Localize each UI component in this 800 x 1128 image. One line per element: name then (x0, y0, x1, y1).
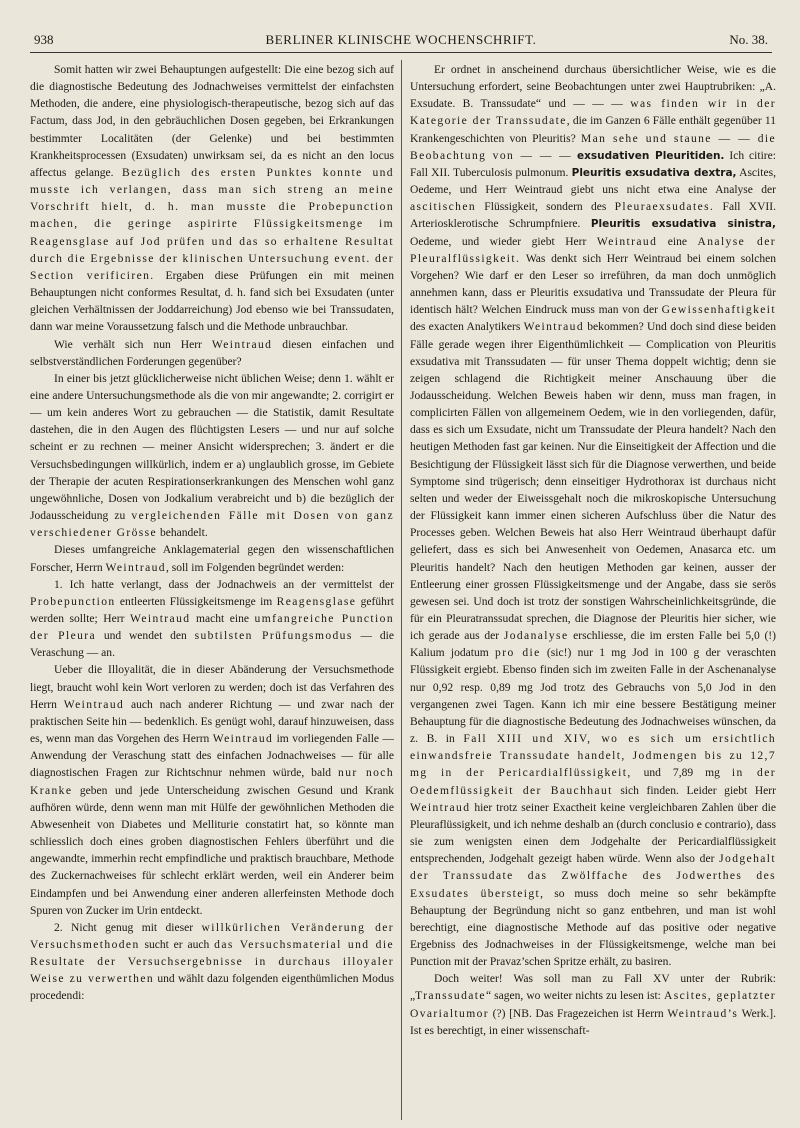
text-run: Wie verhält sich nun Herr (54, 338, 212, 351)
text-run: subtilsten Prüfungsmodus (194, 630, 353, 643)
text-run: Doch weiter! Was soll man zu Fall XV unter der Rubrik: „ (410, 973, 776, 1003)
text-run: Pleuritis exsudativa dextra, (571, 166, 737, 179)
text-run: geben und jede Unterscheidung zwischen Gesund und Krank aufhören würde, denn wenn man mit Hülfe der gewöhnlichen Methoden die Abwesenheit von Diabetes und Melliturie constatirt hat, so könnte man schliesslich doch eines groben diagnostischen Fehlers überführt und die angewandte, immerhin recht empfindliche und praktisch brauchbare, Methode des Zuckernachweises für schlecht erklärt werden, weil ein Anderer beim Eindampfen und bei Anwendung einer anderen allerfeinsten Methode doch Spuren von Zucker im Urin entdeckt. (30, 784, 394, 917)
text-run: und 7,89 mg (631, 767, 732, 780)
text-run: “ sagen, wo weiter nichts zu lesen ist: (485, 990, 664, 1003)
text-run: Weintraud (596, 235, 658, 248)
running-header (30, 30, 772, 53)
text-run: so muss doch meine so sehr bekämpfte Behauptung der Begründung nicht so ganz entbehren, und man ist wohl berechtigt, eine diagnostische Methode auf das positive oder negative Ergebniss des Jodnachweises in der Flüssigkeitsmenge, welche man bei Punction mit der Pravaz’schen Spritze erhält, zu basiren. (410, 887, 776, 969)
paragraph (30, 920, 394, 1006)
text-run: Man sehe und staune — — die Beobachtung von — — — (410, 132, 776, 162)
text-run: Analyse der Pleuralflüssigkeit. (410, 235, 776, 265)
text-run: Oedeme, und wieder giebt Herr (410, 235, 597, 248)
text-run: Weintraud (523, 321, 585, 334)
text-run: diesen einfachen und selbstverständlichen Forderungen gegenüber? (30, 338, 394, 368)
text-run: Weintraud (212, 733, 274, 746)
text-run: Dieses umfangreiche Anklagematerial gegen den wissenschaftlichen Forscher, Herrn (30, 544, 394, 574)
text-run: Ascites, Oedeme, und Herr Weintraud giebt uns nicht etwa eine Analyse der (410, 166, 776, 197)
text-run: Probepunction (30, 595, 116, 608)
text-run: vergleichenden Fälle mit Dosen von ganz verschiedener Grösse (30, 510, 394, 540)
text-run: Pleuritis exsudativa sinistra, (590, 218, 776, 231)
text-run: Weintraud (63, 698, 125, 711)
paragraph (30, 62, 394, 337)
text-run: Weintraud (410, 801, 471, 814)
text-run: (sic!) nur 1 mg Jod in 100 g der veraschten Flüssigkeit ergiebt. Ebenso finden sich im zweiten Falle in der Aschenanalyse nur 0,92 resp. 0,89 mg Jod trotz des Gebrauchs von 5,0 Jod in den vergangenen zwei Tagen. Kann ich mir eine bessere Bestätigung meiner Behauptung für die diagnostische Bedeutung des Jodnachweises wünschen, da z. B. in (410, 647, 776, 746)
text-run: sucht er auch (139, 938, 215, 951)
text-run: Weintraud (105, 561, 166, 574)
paragraph (30, 577, 394, 663)
text-run: das Versuchsmaterial und die Resultate der Versuchsergebnisse in durchaus illoyaler Weise zu verwerthen (30, 938, 394, 986)
text-run: auch nach anderer Richtung — und zwar nach der praktischen Seite hin — bedenklich. Es genügt wohl, darauf hinzuweisen, dass es, wenn man das Vorgehen des Herrn (30, 698, 394, 746)
text-run: Somit hatten wir zwei Behauptungen aufgestellt: Die eine bezog sich auf die diagnostische Bedeutung des Jodnachweises vermittelst der einfachsten Methoden, die andere, eine physiologisch-therapeutische, bezog sich auf das Factum, dass Jod, in den gebräuchlichen Dosen gegeben, bei Erkrankungen bestimmter Localitäten (der Gelenke) und bei bestimmten Krankheitsprocessen (Exsudaten) unwirksam sei, da es nicht an den locus affectus gelange. (30, 64, 394, 179)
text-run: Werk.]. Ist es berechtigt, in einer wissenschaft- (410, 1007, 776, 1037)
text-run: — die Veraschung — an. (30, 630, 394, 660)
text-run: Weintraud’s (667, 1007, 739, 1020)
text-run: Reagensglase (276, 595, 357, 608)
text-run: Ergaben diese Prüfungen ein mit meinen Behauptungen nicht conformes Resultat, d. h. fand sich bei Exsudaten (unter gleichen Verhältnissen der Joddarreichung) Jod ebenso wie bei Transsudaten, dann war meine Voraussetzung falsch und die Methode unbrauchbar. (30, 269, 394, 334)
text-run: entleerten Flüssigkeitsmenge im (115, 595, 277, 608)
text-run: Ascites, geplatzter Ovarialtumor (410, 990, 776, 1020)
text-run: 2. Nicht genug mit dieser (54, 921, 202, 934)
text-run: bekommen? Und doch sind diese beiden Fälle gerade wegen ihrer Eigenthümlichkeit — Complication von Pleuritis exsudativa mit Transsudaten — für unser Thema doppelt wichtig; denn sie zeigen schlagend die Richtigkeit meiner Anschauung über die Jodausscheidung. Welchen Beweis haben wir denn, muss man fragen, in complicirten Fällen von allgemeinem Oedem, wie in den vorliegenden, dafür, dass es sich um Exsudate, nicht um Transsudate der Pleura handelt? Nach den heutigen Methoden fast gar keinen. Nur die Einseitigkeit der Affection und die Besichtigung der Flüssigkeit lässt sich für die Diagnose verwerthen, und beide Symptome sind trügerisch; denn einseitiger Hydrothorax ist durchaus nicht selten und weder der Eiweissgehalt noch die mikroskopische Untersuchung der Flüssigkeit kann immer einen sicheren Aufschluss über die Natur des Processes geben. Welchen Beweis hat also Herr Weintraud überhaupt dafür geliefert, dass es sich bei Anwesenheit von Oedemen, Anasarca etc. um Pleuritis handelt? Nach den heutigen Methoden gar keinen, ausser der Entleerung einer grossen Flüssigkeitsmenge und der Angabe, dass sie serös gewesen sei. Und doch ist trotz der sonstigen Wahrscheinlichkeitsgründe, die für ein Pleuratranssudat sprechen, die Diagnose der Pleuritis hier sicher, wie ich gerade aus der (410, 321, 776, 643)
text-run: pro die (495, 647, 541, 660)
paragraph (30, 542, 394, 576)
text-run: in der Oedemflüssigkeit der Bauchhaut (410, 767, 776, 797)
text-run: Ich citire: Fall XII. Tuberculosis pulmonum. (410, 149, 776, 179)
text-run: , die im Ganzen 6 Fälle enthält gegenüber 11 Krankengeschichten von Pleuritis? (410, 115, 776, 145)
text-run: und wendet den (96, 630, 195, 643)
issue-number: No. 38. (729, 32, 768, 47)
text-run: willkürlichen Veränderung der Versuchsmethoden (30, 921, 394, 951)
page-number: 938 (34, 32, 54, 47)
text-run: sich finden. Leider giebt Herr (612, 784, 776, 797)
text-run: (?) [NB. Das Fragezeichen ist Herrn (489, 1007, 668, 1020)
paragraph (410, 971, 776, 1040)
text-run: erschliesse, die im ersten Falle bei 5,0 (!) Kalium jodatum (410, 630, 776, 660)
text-run: was finden wir in der Kategorie der Transsudate (410, 98, 776, 128)
text-run: im vorliegenden Falle — Anwendung der Veraschung statt des einfachen Jodnachweises — für alle diagnostischen Fragen zur Richtschnur nehmen würde, bald (30, 733, 394, 780)
text-run: Fall XIII und XIV, wo es sich um ersichtlich einwandsfreie Transsudate handelt, Jodmengen bis zu 12,7 mg in der Pericardialflüssigkeit, (410, 733, 776, 780)
paragraph (30, 337, 394, 371)
text-run: Gewissenhaftigkeit (661, 304, 776, 317)
text-run: Fall XVII. Arteriosklerotische Schrumpfniere. (410, 201, 776, 231)
text-run: Ueber die Illoyalität, die in dieser Abänderung der Versuchsmethode liegt, braucht wohl kein Wort verloren zu werden; doch ist das Verfahren des Herrn (30, 664, 394, 711)
text-run: 1. Ich hatte verlangt, dass der Jodnachweis an der vermittelst der (54, 578, 394, 591)
text-run: Pleuraexsudates. (614, 201, 715, 214)
text-run: hier trotz seiner Exactheit keine vergleichbaren Zahlen über die Pleuraflüssigkeit, und ich nehme deshalb an (durch conclusio e contrario), dass sie zum wenigsten einen dem Jodgehalte der Pericardialflüssigkeit entsprechenden, Jodgehalt gezeigt haben würde. Wenn also der (410, 801, 776, 866)
text-run: exsudativen Pleuritiden. (577, 149, 725, 162)
right-column (410, 62, 776, 1122)
text-run: nur noch Kranke (30, 767, 394, 797)
text-run: , soll im Folgenden begründet werden: (165, 561, 345, 574)
text-run: und wählt dazu folgenden eigenthümlichen Modus procedendi: (30, 973, 394, 1003)
text-run: eine (657, 235, 698, 248)
text-run: macht eine (190, 613, 255, 625)
text-run: Bezüglich des ersten Punktes konnte und musste ich verlangen, dass man sich streng an meine Vorschrift hielt, d. h. man musste die Probepunction machen, die geringe aspirirte Flüssigkeitsmenge im Reagensglase auf Jod prüfen und das so erhaltene Resultat durch die Ergebnisse der klinischen Untersuchung event. der Section verificiren. (30, 166, 394, 282)
text-run: ascitischen (410, 201, 477, 214)
text-run: Weintraud (211, 338, 273, 351)
journal-title: BERLINER KLINISCHE WOCHENSCHRIFT. (265, 32, 537, 47)
text-run: des exacten Analytikers (410, 321, 524, 334)
text-run: Jodanalyse (503, 630, 569, 643)
text-run: umfangreiche Punction der Pleura (30, 613, 394, 643)
text-run: Er ordnet in anscheinend durchaus übersichtlicher Weise, wie es die Untersuchung erfordert, seine Beobachtungen unter zwei Hauptrubriken: „A. Exsudate. B. Transsudate“ und — — — (410, 64, 776, 111)
text-run: In einer bis jetzt glücklicherweise nicht üblichen Weise; denn 1. wählt er eine andere Untersuchungsmethode als die von mir angewandte; 2. corrigirt er — um kein anderes Wort zu gebrauchen — die Statistik, damit Resultate dastehen, die in den Augen des flüchtigsten Lesers — und nur auf solche scheint er zu rechnen — meiner Ansicht widersprechen; 3. ändert er die Versuchsbedingungen willkürlich, indem er a) unglaublich grosse, im Gebiete der Therapie der acuten Respirationserkrankungen des Menschen wohl ganz ungewöhnliche, Dosen von Jodkalium verabreicht und b) die bezüglich der Jodausscheidung zu (30, 372, 394, 523)
text-run: Flüssigkeit, sondern des (476, 201, 615, 214)
text-run: Transsudate (415, 990, 486, 1003)
text-run: Jodgehalt der Transsudate das Zwölffache des Jodwerthes des Exsudates übersteigt, (410, 853, 776, 900)
left-column (30, 62, 394, 1122)
text-run: Was denkt sich Herr Weintraud bei einem solchen Vorgehen? Wie darf er den Leser so irreführen, da man doch unmöglich annehmen kann, dass er Pleuritis exsudativa und Transsudate der Pleura für identisch hält? Welchen Eindruck muss man von der (410, 252, 776, 317)
text-run: Weintraud (130, 613, 191, 625)
paragraph (30, 662, 394, 919)
paragraph (30, 371, 394, 543)
text-run: behandelt. (157, 527, 208, 540)
column-divider (401, 60, 402, 1120)
paragraph (410, 62, 776, 971)
text-run: geführt werden sollte; Herr (30, 595, 394, 625)
